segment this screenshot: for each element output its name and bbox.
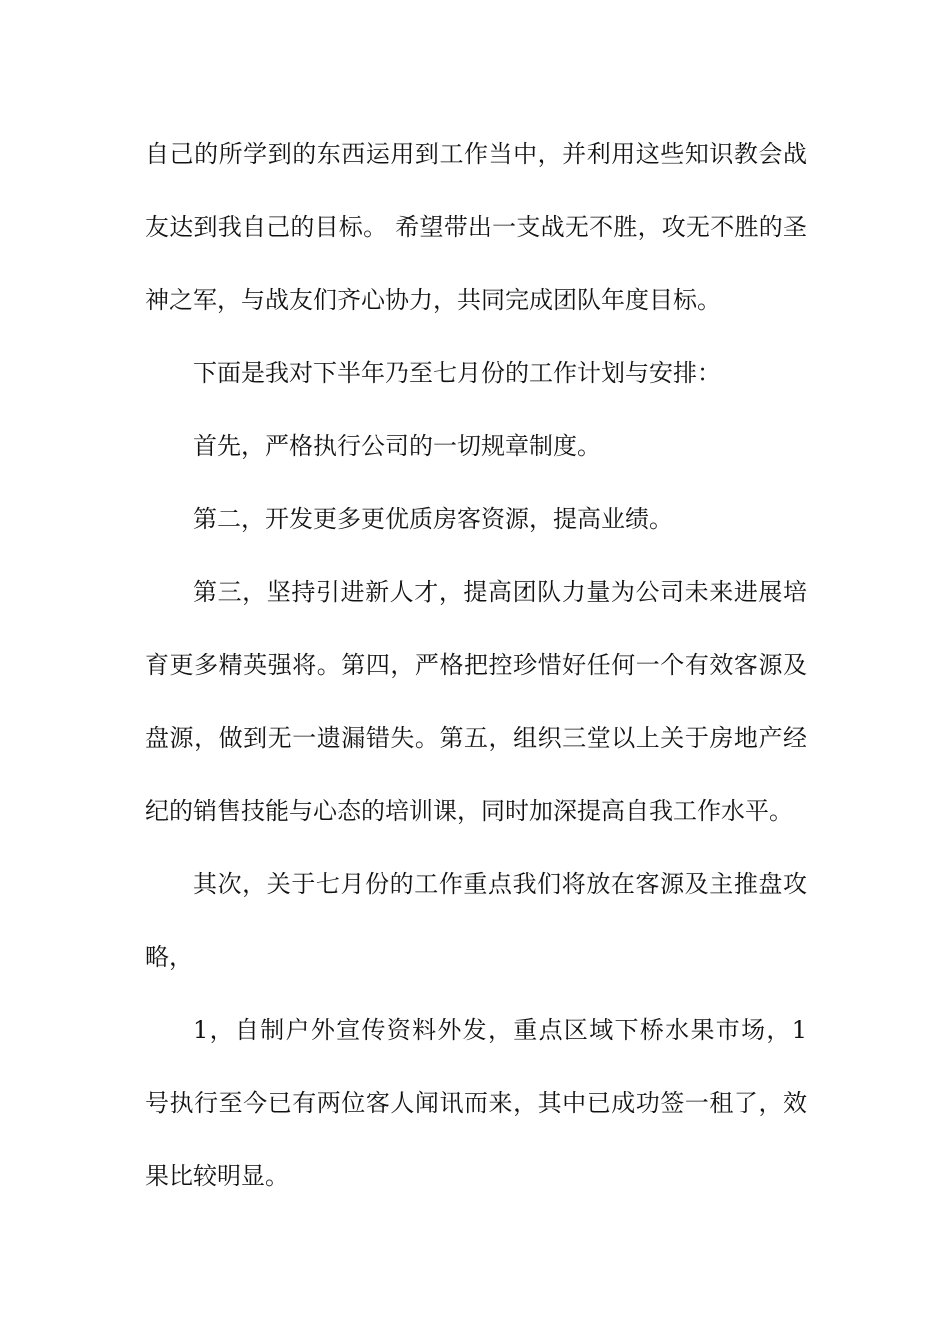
paragraph-first: 首先，严格执行公司的一切规章制度。 — [193, 432, 601, 460]
paragraph-third: 第三，坚持引进新人才，提高团队力量为公司未来进展培育更多精英强将。第四，严格把控珍惜好任何一个有效客源及盘源，做到无一遗漏错失。第五，组织三堂以上关于房地产经纪的销售技能与心态的培训课，同时加深提高自我工作水平。 — [145, 578, 807, 825]
paragraph-plan-intro: 下面是我对下半年乃至七月份的工作计划与安排： — [193, 359, 721, 387]
document-body — [145, 118, 807, 1213]
paragraph-secondly: 其次，关于七月份的工作重点我们将放在客源及主推盘攻略， — [145, 870, 807, 971]
paragraph-item-1: 1，自制户外宣传资料外发，重点区域下桥水果市场，1 号执行至今已有两位客人闻讯而来，其中已成功签一租了，效果比较明显。 — [145, 1016, 807, 1190]
paragraph-continuation: 自己的所学到的东西运用到工作当中，并利用这些知识教会战友达到我自己的目标。 希望带出一支战无不胜，攻无不胜的圣神之军，与战友们齐心协力，共同完成团队年度目标。 — [145, 140, 807, 314]
paragraph-second: 第二，开发更多更优质房客资源，提高业绩。 — [193, 505, 673, 533]
